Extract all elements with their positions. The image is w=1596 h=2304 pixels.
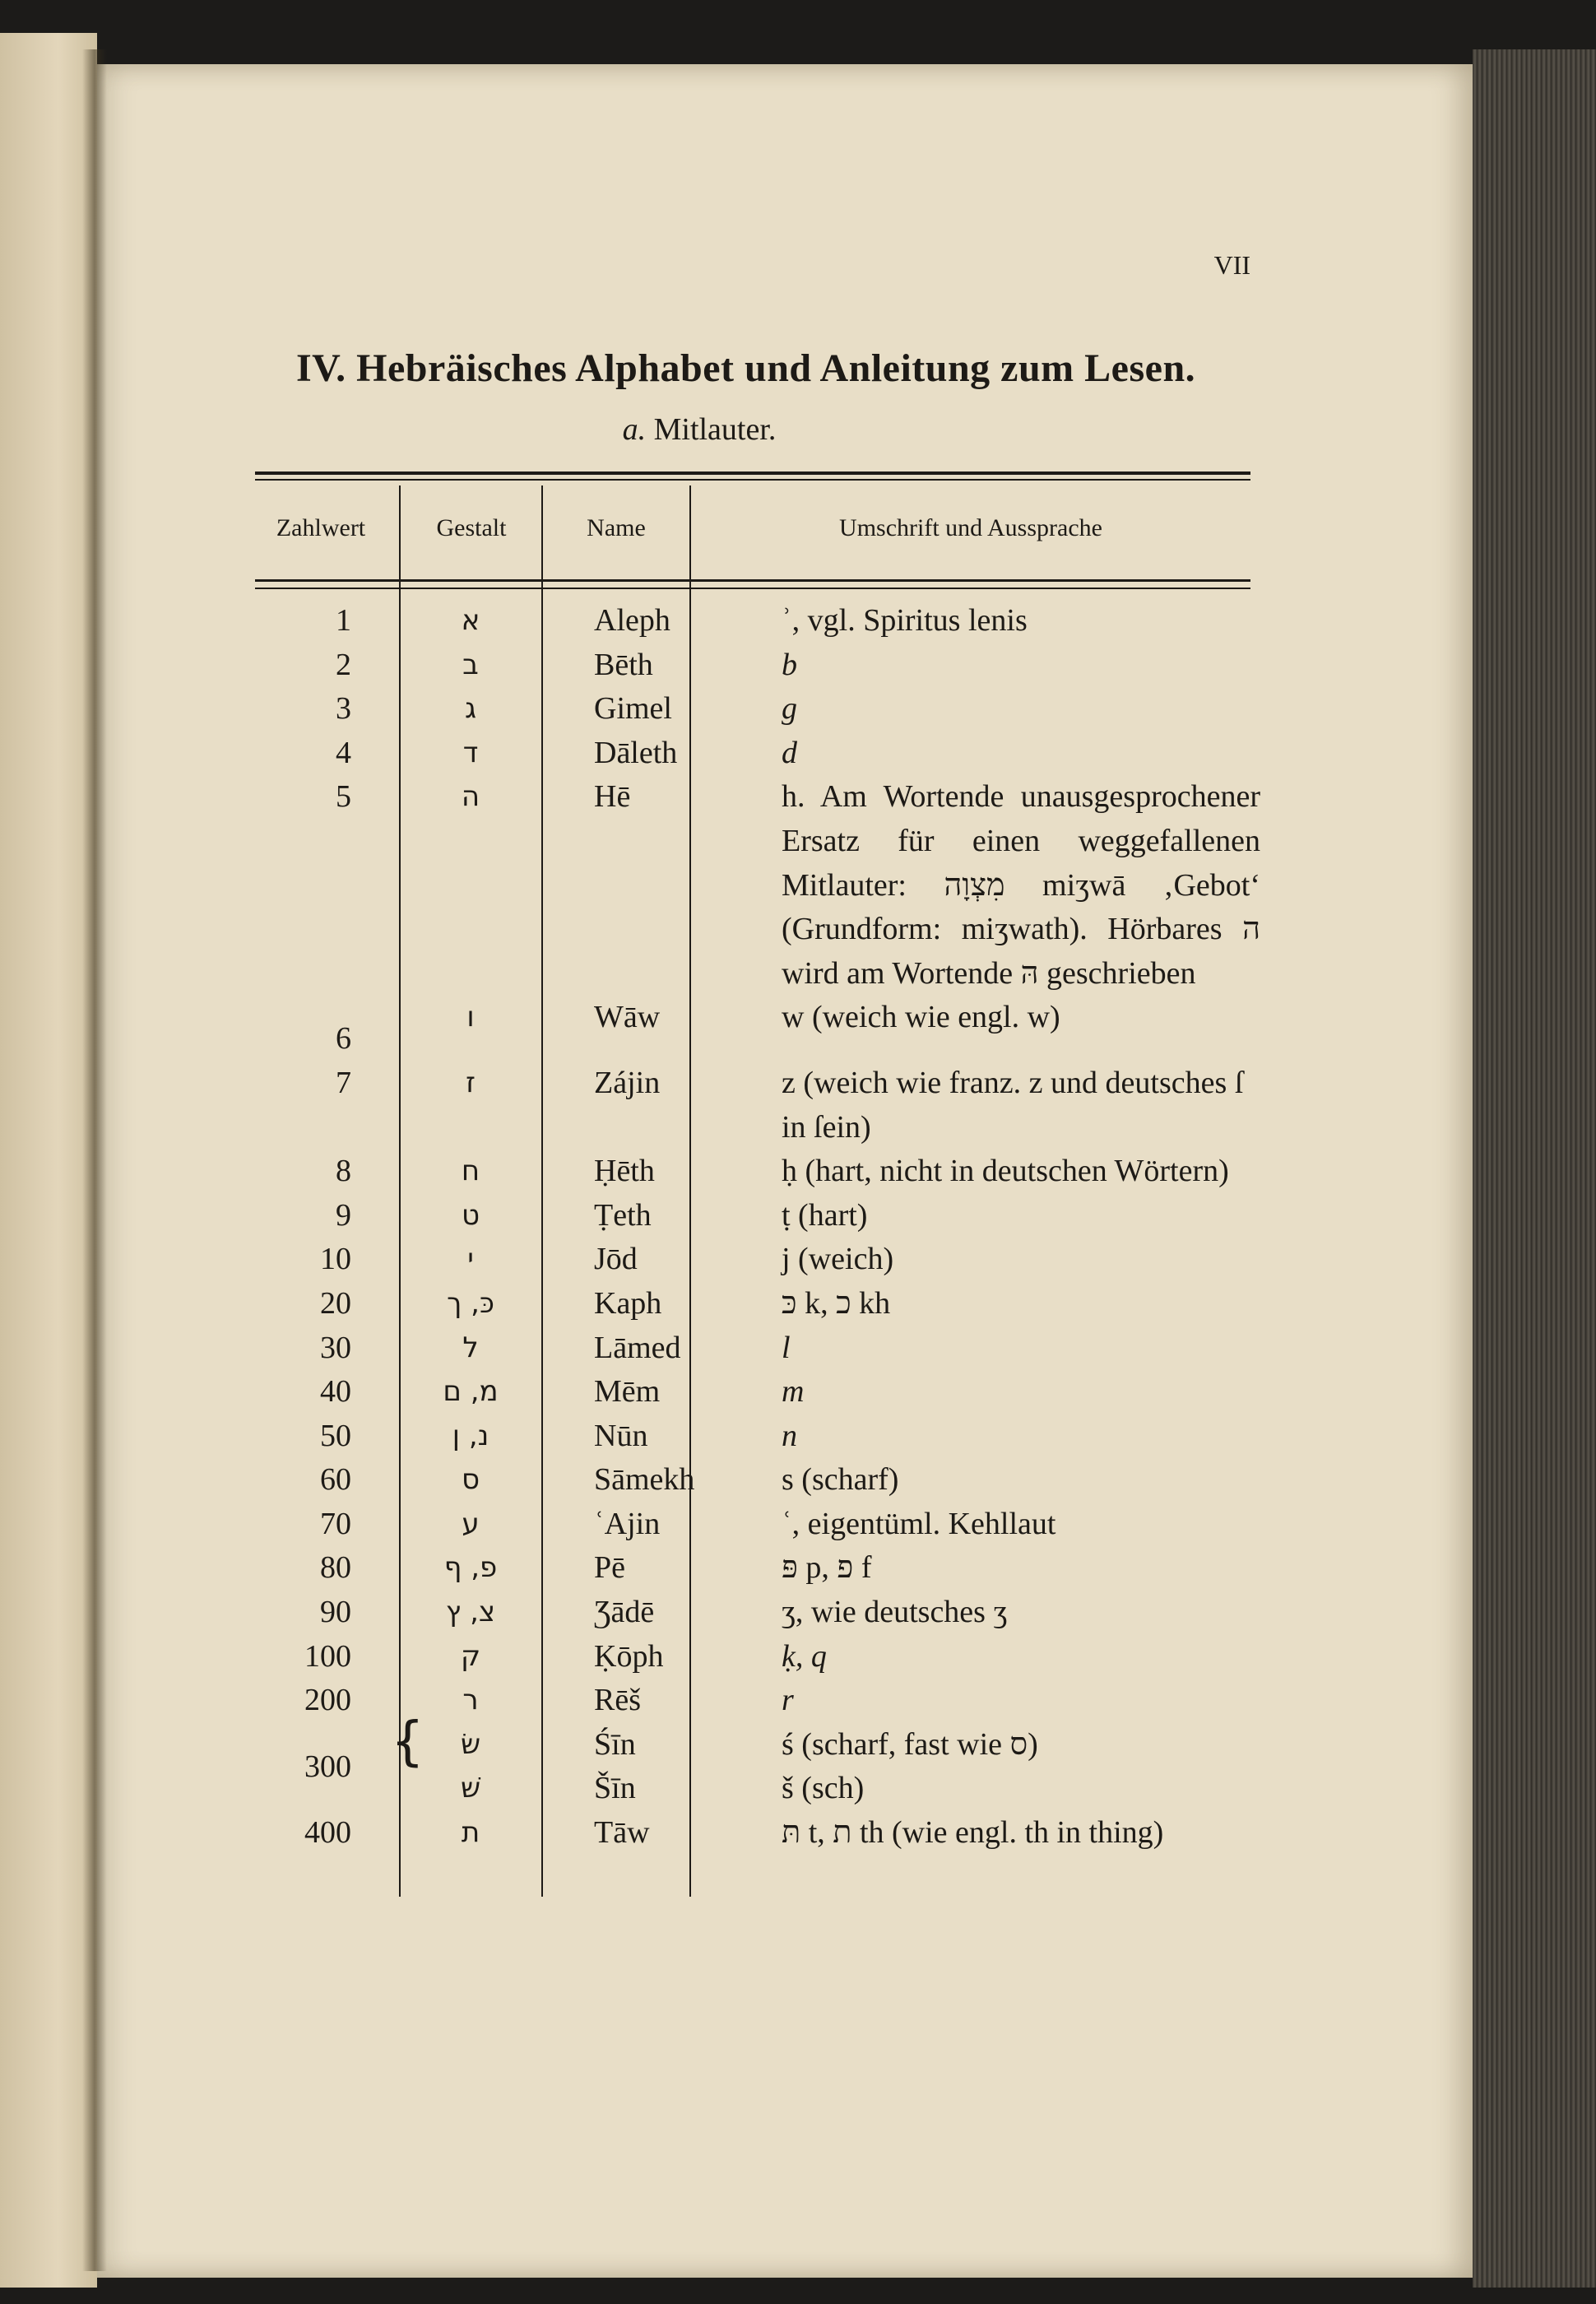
- row-transcription: ḳ, q: [782, 1638, 827, 1674]
- row-transcription: כּ k, כ kh: [782, 1285, 891, 1321]
- section-subheading: [494, 411, 905, 448]
- row-letter-form: א: [461, 604, 480, 637]
- row-letter-form: ת: [461, 1816, 480, 1850]
- column-header-value: Zahlwert: [276, 514, 366, 541]
- row-transcription: פּ p, פ f: [782, 1550, 872, 1586]
- row-transcription: w (weich wie engl. w): [782, 1000, 1060, 1035]
- row-value: 80: [320, 1550, 351, 1586]
- section-heading: IV. Hebräisches Alphabet und Anleitung zum Lesen.: [296, 346, 1196, 390]
- table-row: [257, 1061, 1260, 1150]
- row-letter-name: Mēm: [594, 1374, 661, 1410]
- row-transcription-text: h. Am Wortende unausgesprochener Ersatz für einen weggefallenen Mitlauter: מִצְוָה miʒwā ‚Gebot‘ (Grundform: miʒwath). Hörbares ה wird am Wortende הּ geschrieben: [782, 779, 1260, 991]
- table-row: [257, 1370, 1260, 1414]
- column-header-transcription: Umschrift und Aussprache: [839, 514, 1102, 541]
- row-letter-name: Aleph: [594, 603, 670, 638]
- row-letter-name: Ḥēth: [594, 1154, 655, 1189]
- row-value: 60: [320, 1462, 351, 1498]
- row-letter-name: Lāmed: [594, 1330, 681, 1365]
- table-rule-top-thin: [255, 479, 1250, 481]
- row-transcription: m: [782, 1374, 805, 1410]
- row-value: 6: [336, 1021, 351, 1057]
- row-value: 1: [336, 603, 351, 638]
- table-row: [257, 1635, 1260, 1679]
- row-letter-form: ז: [466, 1066, 476, 1099]
- table-row: [257, 1238, 1260, 1282]
- row-letter-name: Šīn: [594, 1771, 636, 1806]
- subheading-letter: a.: [622, 412, 647, 447]
- row-letter-name: Sāmekh: [594, 1462, 695, 1498]
- row-transcription: ś (scharf, fast wie ס): [782, 1726, 1038, 1762]
- row-transcription: l: [782, 1330, 791, 1365]
- table-row: [257, 1767, 1260, 1811]
- row-letter-name: Bēth: [594, 647, 653, 682]
- row-letter-name: Ḳōph: [594, 1638, 664, 1674]
- row-value: 200: [304, 1683, 351, 1718]
- table-row: [257, 732, 1260, 776]
- row-letter-form: י: [467, 1243, 474, 1276]
- row-letter-name: Wāw: [594, 1000, 661, 1035]
- row-value: 10: [320, 1242, 351, 1277]
- table-row: [257, 1194, 1260, 1238]
- row-letter-name: Rēš: [594, 1683, 641, 1718]
- row-letter-name: Hē: [594, 779, 631, 815]
- row-transcription: ʒ, wie deutsches ʒ: [782, 1595, 1008, 1630]
- row-transcription: s (scharf): [782, 1462, 899, 1498]
- row-transcription: ʿ, eigentüml. Kehllaut: [782, 1506, 1056, 1541]
- column-header-name: Name: [587, 514, 646, 541]
- row-value: 90: [320, 1595, 351, 1630]
- row-letter-form-text: שׂ: [460, 1727, 481, 1761]
- row-letter-form: ס: [461, 1463, 480, 1497]
- table-row: [257, 996, 1260, 1061]
- page-number: VII: [1213, 250, 1250, 280]
- row-transcription: תּ t, ת th (wie engl. th in thing): [782, 1815, 1164, 1851]
- row-letter-name: Dāleth: [594, 735, 678, 770]
- row-letter-form: שׁ: [460, 1772, 481, 1805]
- row-letter-form: [351, 1711, 553, 1772]
- row-letter-form: ו: [466, 1001, 475, 1034]
- table-row: [257, 643, 1260, 688]
- row-letter-form: צ, ץ: [445, 1596, 496, 1629]
- row-letter-form: ט: [461, 1198, 480, 1232]
- row-value: 50: [320, 1418, 351, 1453]
- row-letter-name: Jōd: [594, 1242, 638, 1277]
- book-gutter: [82, 49, 107, 2271]
- row-value: 2: [336, 647, 351, 682]
- row-value: 70: [320, 1506, 351, 1541]
- row-letter-form: פ, ף: [443, 1551, 498, 1585]
- row-letter-name: Kaph: [594, 1285, 662, 1321]
- row-value: 40: [320, 1374, 351, 1410]
- row-letter-form: ר: [462, 1684, 479, 1717]
- subheading-text: Mitlauter.: [653, 412, 777, 447]
- table-row: [257, 1591, 1260, 1635]
- row-value: 7: [336, 1065, 351, 1100]
- row-letter-form: ג: [464, 692, 476, 726]
- table-row: [257, 1546, 1260, 1591]
- table-rule-top: [255, 471, 1250, 475]
- row-transcription: ḥ (hart, nicht in deutschen Wörtern): [782, 1154, 1229, 1189]
- row-letter-form: כּ, ך: [447, 1286, 494, 1320]
- row-letter-form: ח: [461, 1154, 480, 1188]
- alphabet-table: [257, 599, 1260, 1856]
- table-row: [257, 1458, 1260, 1503]
- table-row: [257, 1282, 1260, 1326]
- row-value: 30: [320, 1330, 351, 1365]
- row-value: 100: [304, 1638, 351, 1674]
- row-letter-form: ק: [460, 1639, 481, 1673]
- row-letter-name: Ṭeth: [594, 1197, 652, 1233]
- row-letter-form: ד: [462, 736, 479, 769]
- table-row: [257, 1326, 1260, 1371]
- row-transcription: z (weich wie franz. z und deutsches ſ in ſein): [782, 1065, 1244, 1145]
- row-transcription: n: [782, 1418, 797, 1453]
- row-letter-name: ʿAjin: [594, 1506, 661, 1541]
- row-letter-name: Pē: [594, 1550, 625, 1586]
- table-row: [257, 1811, 1260, 1856]
- table-row: [257, 1414, 1260, 1459]
- row-value: 4: [336, 735, 351, 770]
- table-row: [257, 775, 1260, 996]
- row-transcription: ʾ, vgl. Spiritus lenis: [782, 603, 1028, 638]
- table-rule-header: [255, 579, 1250, 582]
- row-value: 3: [336, 691, 351, 727]
- row-transcription: j (weich): [782, 1242, 894, 1277]
- row-letter-name: Zájin: [594, 1065, 661, 1100]
- row-value: 9: [336, 1197, 351, 1233]
- table-row: [257, 1150, 1260, 1194]
- row-transcription: ṭ (hart): [782, 1197, 868, 1233]
- row-transcription: d: [782, 735, 797, 770]
- table-row: [257, 1723, 1260, 1767]
- row-letter-form: מ, ם: [443, 1375, 499, 1409]
- row-letter-form: נ, ן: [452, 1419, 489, 1452]
- row-letter-name: Ʒādē: [594, 1595, 655, 1630]
- column-header-form: Gestalt: [436, 514, 507, 541]
- row-value: 300: [304, 1749, 351, 1784]
- table-row: [257, 687, 1260, 732]
- row-letter-form: ע: [462, 1507, 480, 1540]
- row-value: 5: [336, 779, 351, 815]
- row-letter-name: Gimel: [594, 691, 672, 727]
- row-letter-form: ב: [462, 648, 479, 681]
- brace-icon: {: [391, 1711, 425, 1772]
- row-transcription: b: [782, 647, 797, 682]
- row-transcription: [740, 775, 1260, 996]
- row-transcription: r: [782, 1683, 794, 1718]
- table-row: [257, 599, 1260, 643]
- row-letter-name: Śīn: [594, 1726, 636, 1762]
- row-transcription: š (sch): [782, 1771, 865, 1806]
- row-letter-form: ל: [462, 1331, 479, 1364]
- table-rule-header-thin: [255, 588, 1250, 589]
- row-value: 20: [320, 1285, 351, 1321]
- row-value: 400: [304, 1815, 351, 1851]
- table-row: [257, 1503, 1260, 1547]
- row-letter-form: ה: [461, 780, 480, 814]
- row-letter-name: Tāw: [594, 1815, 650, 1851]
- row-value: 8: [336, 1154, 351, 1189]
- row-transcription: g: [782, 691, 797, 727]
- page-edges: [1473, 49, 1596, 2288]
- row-letter-name: Nūn: [594, 1418, 648, 1453]
